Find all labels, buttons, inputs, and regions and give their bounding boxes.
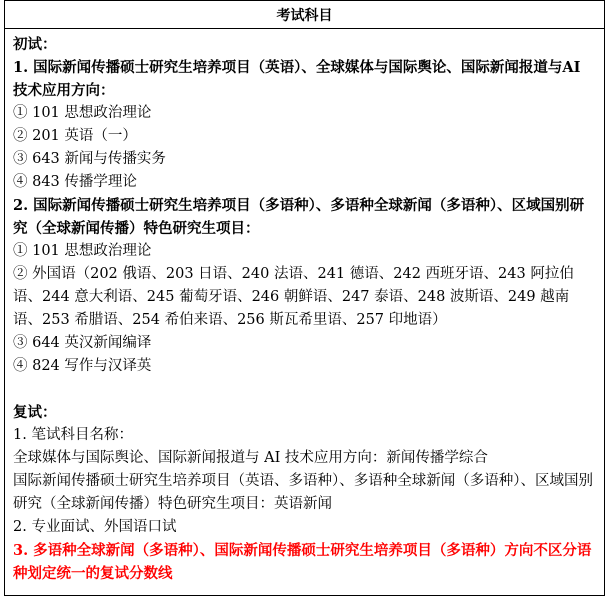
table-header [5, 1, 604, 29]
program2-subject-3: ③ 644 英汉新闻编译 [13, 335, 152, 351]
program2-subject-4: ④ 824 写作与汉译英 [13, 358, 152, 374]
spacer [13, 378, 596, 401]
exam-subjects-table [4, 0, 605, 596]
program2-subject-1: ① 101 思想政治理论 [13, 243, 152, 259]
retest-written-2: 国际新闻传播硕士研究生培养项目（英语、多语种）、多语种全球新闻（多语种）、区域国别研究（全球新闻传播）特色研究生项目：英语新闻 [13, 473, 593, 512]
header-title: 考试科目 [276, 7, 333, 24]
program1-subject-1: ① 101 思想政治理论 [13, 105, 152, 121]
program1-subject-2: ② 201 英语（一） [13, 128, 137, 144]
program2-title: 2. 国际新闻传播硕士研究生培养项目（多语种）、多语种全球新闻（多语种）、区域国别研究（全球新闻传播）特色研究生项目： [13, 197, 585, 237]
table-body [5, 29, 604, 585]
program1-subject-4: ④ 843 传播学理论 [13, 174, 137, 190]
program1-title: 1. 国际新闻传播硕士研究生培养项目（英语）、全球媒体与国际舆论、国际新闻报道与AI 技术应用方向： [13, 59, 581, 99]
retest-written-1: 全球媒体与国际舆论、国际新闻报道与 AI 技术应用方向：新闻传播学综合 [13, 450, 488, 466]
initial-heading: 初试： [13, 36, 57, 53]
program2-subject-2: ② 外国语（202 俄语、203 日语、240 法语、241 德语、242 西班牙语、243 阿拉伯语、244 意大利语、245 葡萄牙语、246 朝鲜语、247 泰语、248 波斯语、249 越南语、253 希腊语、254 希伯来语、256 斯瓦希里语、257 印地语） [13, 266, 574, 328]
retest-heading: 复试： [13, 404, 57, 421]
retest-item-1: 1. 笔试科目名称： [13, 427, 133, 443]
retest-item-3-note: 3. 多语种全球新闻（多语种）、国际新闻传播硕士研究生培养项目（多语种）方向不区分语种划定统一的复试分数线 [13, 542, 592, 582]
program1-subject-3: ③ 643 新闻与传播实务 [13, 151, 166, 167]
retest-item-2: 2. 专业面试、外国语口试 [13, 519, 177, 535]
